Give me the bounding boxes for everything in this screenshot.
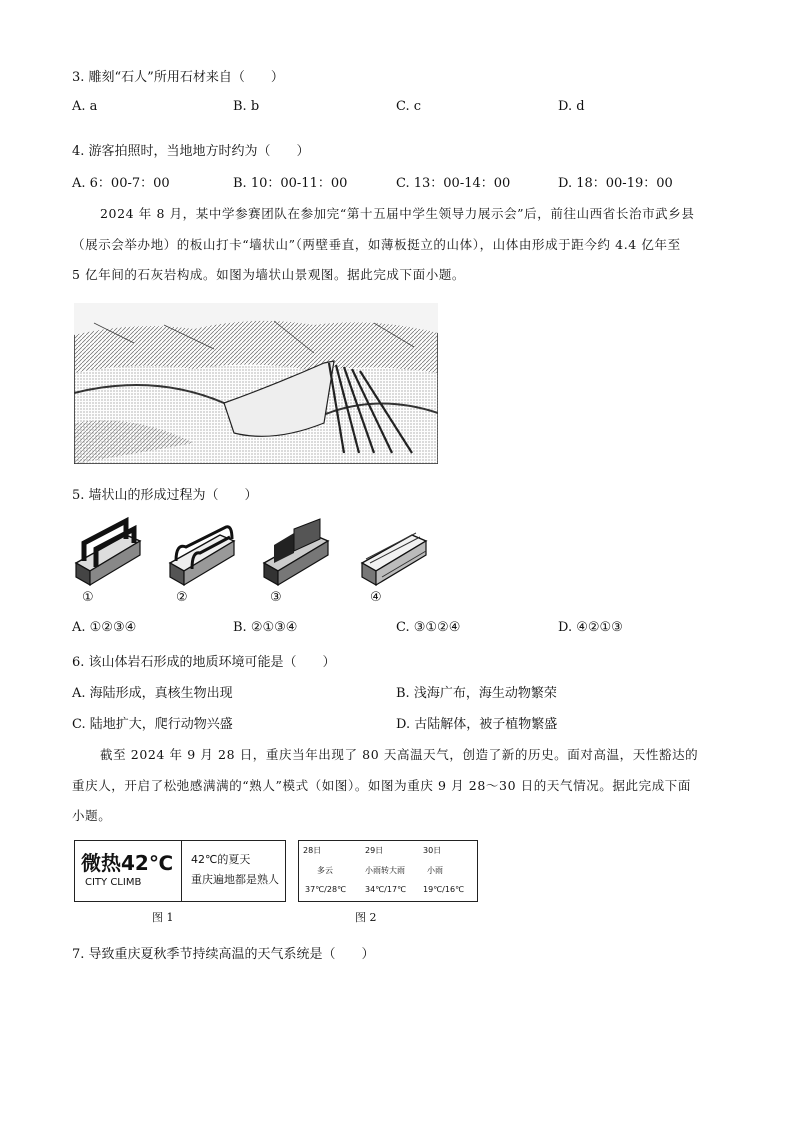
day3-date: 30日 [423,846,442,855]
day3-weather: 小雨 [427,866,443,875]
q5-option-c: C. ③①②④ [396,620,461,635]
q3-option-c: C. c [396,99,422,114]
passage2-line3: 小题。 [72,808,112,823]
day2-weather: 小雨转大雨 [365,866,405,875]
diagram-label-3: ③ [270,590,282,605]
q6-option-d: D. 古陆解体，被子植物繁盛 [396,717,558,732]
q5-option-b: B. ②①③④ [233,620,298,635]
q7-stem: 7. 导致重庆夏秋季节持续高温的天气系统是（ ） [72,947,375,962]
figure1-right-line2: 重庆遍地都是熟人 [191,873,279,886]
passage1-line3: 5 亿年间的石灰岩构成。如图为墙状山景观图。据此完成下面小题。 [72,267,466,282]
q3-option-b: B. b [233,99,260,114]
q6-option-a: A. 海陆形成，真核生物出现 [72,686,233,701]
q4-option-c: C. 13：00-14：00 [396,176,511,191]
formation-diagrams [72,515,452,610]
q4-option-d: D. 18：00-19：00 [558,176,673,191]
figure1-caption: 图 1 [152,911,174,924]
day3-temp: 19℃/16℃ [423,885,465,894]
q4-option-a: A. 6：00-7：00 [72,176,170,191]
figure2-weather-panel [298,840,478,902]
figure1-left [75,841,182,901]
q3-option-a: A. a [72,99,98,114]
day1-weather: 多云 [317,866,333,875]
q3-stem: 3. 雕刻“石人”所用石材来自（ ） [72,70,284,85]
day1-temp: 37℃/28℃ [305,885,347,894]
figure1-right-line1: 42℃的夏天 [191,853,251,866]
q4-stem: 4. 游客拍照时，当地地方时约为（ ） [72,144,310,159]
figure1-panel [74,840,286,902]
passage1-line1: 2024 年 8 月，某中学参赛团队在参加完“第十五届中学生领导力展示会”后，前往山西省长治市武乡县 [100,206,695,221]
day2-date: 29日 [365,846,384,855]
q6-option-b: B. 浅海广布，海生动物繁荣 [396,686,557,701]
q5-stem: 5. 墙状山的形成过程为（ ） [72,488,258,503]
day1-date: 28日 [303,846,322,855]
q5-option-a: A. ①②③④ [72,620,137,635]
q4-option-b: B. 10：00-11：00 [233,176,348,191]
q3-option-d: D. d [558,99,585,114]
q5-option-d: D. ④②①③ [558,620,623,635]
q6-option-c: C. 陆地扩大，爬行动物兴盛 [72,717,233,732]
diagram-label-2: ② [176,590,188,605]
figure2-caption: 图 2 [355,911,377,924]
wall-mountain-photo [74,303,438,464]
diagram-label-4: ④ [370,590,382,605]
passage2-line2: 重庆人，开启了松弛感满满的“熟人”模式（如图）。如图为重庆 9 月 28～30 日的天气情况。据此完成下面 [72,778,691,793]
day2-temp: 34℃/17℃ [365,885,407,894]
figure1-sub: CITY CLIMB [85,877,142,888]
figure1-title: 微热42℃ [81,851,174,875]
passage2-line1: 截至 2024 年 9 月 28 日，重庆当年出现了 80 天高温天气，创造了新的历史。面对高温，天性豁达的 [100,747,699,762]
diagram-label-1: ① [82,590,94,605]
passage1-line2: （展示会举办地）的板山打卡“墙状山”（两壁垂直，如薄板挺立的山体），山体由形成于距今约 4.4 亿年至 [72,237,681,252]
q6-stem: 6. 该山体岩石形成的地质环境可能是（ ） [72,655,336,670]
